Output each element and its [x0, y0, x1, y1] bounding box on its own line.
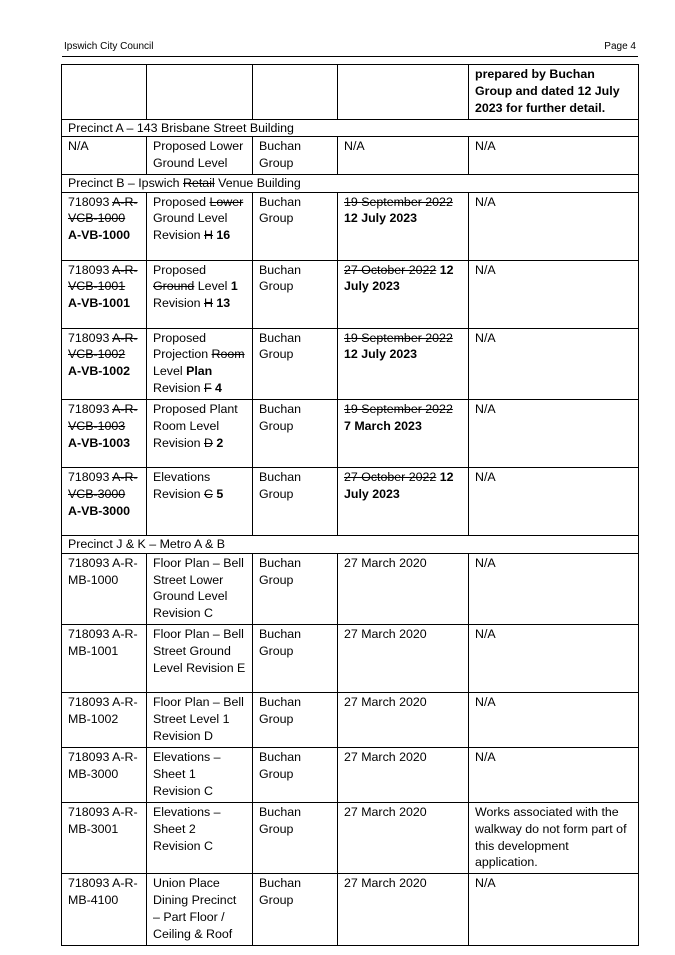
drawing-number-cell	[62, 192, 147, 260]
plan-title-cell	[147, 802, 253, 874]
table-row	[62, 874, 639, 946]
cell-text: N/A	[475, 695, 496, 710]
cell-text: 27 March 2020	[344, 695, 427, 710]
cell-text: 27 March 2020	[344, 750, 427, 764]
drawing-number-cell	[62, 625, 147, 693]
added-text: A-VB-1001	[68, 296, 130, 311]
added-text: 16	[212, 228, 231, 243]
drawing-number-cell	[62, 553, 147, 625]
added-text: 1	[230, 279, 238, 294]
cell-text: Floor Plan – Bell Street Level 1 Revision D	[153, 695, 244, 744]
table-row	[62, 65, 639, 120]
date-cell	[338, 137, 469, 175]
deleted-text: 27 October 2022	[344, 470, 437, 485]
cell-text: Proposed Plant Room Level Revision	[153, 402, 238, 450]
plan-title-cell	[147, 137, 253, 175]
drawing-number-cell	[62, 400, 147, 468]
deleted-text: 19 September 2022	[344, 194, 453, 209]
drawing-number-cell	[62, 260, 147, 328]
cell-text: N/A	[475, 627, 496, 642]
cell-text: Buchan Group	[259, 695, 302, 727]
drawing-number-cell	[62, 874, 147, 946]
added-text: A-VB-1003	[68, 435, 130, 450]
amendment-cell	[469, 260, 639, 328]
amendment-cell	[469, 137, 639, 175]
amendment-cell	[469, 625, 639, 693]
deleted-text: D	[203, 435, 213, 450]
deleted-text: 27 October 2022	[344, 262, 437, 277]
prepared-by-cell	[253, 65, 338, 120]
cell-text: Revision	[153, 296, 204, 311]
deleted-text: A-R-VCB-3000	[68, 470, 138, 502]
prepared-by-cell	[253, 748, 338, 803]
drawing-number-cell	[62, 802, 147, 874]
table-row	[62, 328, 639, 400]
cell-text: Revision	[153, 381, 204, 396]
date-cell	[338, 625, 469, 693]
cell-text: Buchan Group	[259, 139, 302, 171]
drawing-number-cell	[62, 137, 147, 175]
added-text: A-VB-3000	[68, 503, 130, 518]
section-heading-cell	[62, 119, 639, 137]
drawing-number-cell	[62, 65, 147, 120]
date-cell	[338, 65, 469, 120]
plan-title-cell	[147, 468, 253, 536]
deleted-text: Room	[211, 347, 245, 362]
cell-text: Proposed Projection	[153, 330, 212, 362]
plan-title-cell	[147, 400, 253, 468]
council-name: Ipswich City Council	[64, 41, 154, 52]
added-text: 12 July 2023	[344, 470, 454, 502]
added-text: 2	[212, 435, 224, 450]
cell-text: N/A	[475, 402, 496, 417]
added-text: 12 July 2023	[344, 347, 418, 362]
approved-plans-table	[61, 64, 639, 946]
cell-text: N/A	[475, 262, 496, 277]
amendment-cell	[469, 192, 639, 260]
prepared-by-cell	[253, 625, 338, 693]
cell-text: N/A	[475, 330, 496, 345]
section-heading-row	[62, 175, 639, 193]
prepared-by-cell	[253, 802, 338, 874]
table-row	[62, 468, 639, 536]
deleted-text: H	[203, 228, 213, 243]
drawing-number-cell	[62, 748, 147, 803]
cell-text: Buchan Group	[259, 876, 302, 908]
prepared-by-cell	[253, 260, 338, 328]
table-row	[62, 400, 639, 468]
cell-text: Precinct J & K – Metro A & B	[68, 537, 226, 552]
cell-text: Buchan Group	[259, 750, 302, 781]
prepared-by-cell	[253, 400, 338, 468]
plan-title-cell	[147, 874, 253, 946]
plan-title-cell	[147, 625, 253, 693]
table-row	[62, 625, 639, 693]
cell-text: 27 March 2020	[344, 804, 427, 819]
drawing-number-cell	[62, 693, 147, 748]
section-heading-row	[62, 119, 639, 137]
page-number: Page 4	[604, 41, 636, 52]
cell-text: 27 March 2020	[344, 555, 427, 570]
cell-text: 718093	[68, 262, 113, 277]
plan-title-cell	[147, 65, 253, 120]
added-text: 13	[212, 296, 231, 311]
cell-text: 718093	[68, 194, 113, 209]
cell-text: 718093 A-R-MB-3001	[68, 804, 138, 836]
cell-text: N/A	[344, 139, 365, 154]
cell-text: Buchan Group	[259, 262, 302, 294]
cell-text: N/A	[475, 876, 496, 891]
added-text: 7 March 2023	[344, 419, 422, 434]
cell-text: Buchan Group	[259, 402, 302, 434]
drawing-number-cell	[62, 328, 147, 400]
cell-text: 718093	[68, 330, 113, 345]
amendment-cell	[469, 468, 639, 536]
cell-text: Proposed	[153, 194, 210, 209]
section-heading-cell	[62, 536, 639, 554]
deleted-text: A-R-VCB-1000	[68, 194, 138, 226]
deleted-text: C	[203, 487, 213, 502]
cell-text: Buchan Group	[259, 804, 302, 836]
table-row	[62, 802, 639, 874]
cell-text: N/A	[475, 470, 496, 485]
prepared-by-cell	[253, 693, 338, 748]
amendment-cell	[469, 693, 639, 748]
prepared-by-cell	[253, 137, 338, 175]
prepared-by-cell	[253, 328, 338, 400]
cell-text: Floor Plan – Bell Street Ground Level Revision E	[153, 627, 246, 676]
cell-text: 718093 A-R-MB-3000	[68, 750, 138, 781]
cell-text: Venue Building	[214, 176, 301, 191]
deleted-text: H	[203, 296, 213, 311]
date-cell	[338, 400, 469, 468]
amendment-cell	[469, 65, 639, 120]
date-cell	[338, 802, 469, 874]
table-row	[62, 693, 639, 748]
added-text: 12 July 2023	[344, 262, 454, 294]
date-cell	[338, 468, 469, 536]
table-row	[62, 553, 639, 625]
cell-text: Buchan Group	[259, 555, 302, 587]
date-cell	[338, 748, 469, 803]
cell-text: 718093	[68, 470, 113, 485]
deleted-text: 19 September 2022	[344, 402, 453, 417]
cell-text: 718093 A-R-MB-1002	[68, 695, 138, 727]
drawing-number-cell	[62, 468, 147, 536]
added-text: 4	[211, 381, 222, 396]
cell-text: Buchan Group	[259, 627, 302, 659]
added-text: A-VB-1002	[68, 364, 130, 379]
cell-text: N/A	[475, 139, 496, 154]
deleted-text: Lower	[209, 194, 244, 209]
deleted-text: F	[203, 381, 212, 396]
cell-text: Level	[194, 279, 231, 294]
amendment-cell	[469, 328, 639, 400]
added-text: prepared by Buchan Group and dated 12 July 2023 for further detail.	[475, 67, 620, 115]
added-text: 5	[212, 487, 224, 502]
table-body	[62, 65, 639, 946]
cell-text: Elevations Revision	[153, 470, 211, 502]
plan-title-cell	[147, 693, 253, 748]
prepared-by-cell	[253, 468, 338, 536]
prepared-by-cell	[253, 553, 338, 625]
date-cell	[338, 693, 469, 748]
page-header	[62, 40, 638, 57]
cell-text: Elevations – Sheet 2 Revision C	[153, 804, 221, 853]
table-row	[62, 748, 639, 803]
plan-title-cell	[147, 553, 253, 625]
cell-text: Proposed Lower Ground Level	[153, 139, 244, 171]
cell-text: Buchan Group	[259, 470, 302, 502]
cell-text: Buchan Group	[259, 330, 302, 362]
table-row	[62, 137, 639, 175]
amendment-cell	[469, 802, 639, 874]
plan-title-cell	[147, 328, 253, 400]
cell-text: N/A	[475, 555, 496, 570]
deleted-text: Ground	[153, 279, 195, 294]
section-heading-cell	[62, 175, 639, 193]
date-cell	[338, 874, 469, 946]
date-cell	[338, 260, 469, 328]
plan-title-cell	[147, 748, 253, 803]
date-cell	[338, 192, 469, 260]
cell-text: 718093	[68, 402, 113, 417]
cell-text: Precinct A – 143 Brisbane Street Building	[68, 120, 294, 135]
amendment-cell	[469, 400, 639, 468]
table-row	[62, 260, 639, 328]
added-text: Plan	[186, 364, 213, 379]
added-text: A-VB-1000	[68, 228, 130, 243]
cell-text: Ground Level Revision	[153, 211, 228, 243]
cell-text: Works associated with the walkway do not form part of this development application.	[475, 804, 627, 870]
cell-text: 27 March 2020	[344, 876, 427, 891]
deleted-text: 19 September 2022	[344, 330, 453, 345]
amendment-cell	[469, 874, 639, 946]
deleted-text: Retail	[183, 176, 215, 191]
prepared-by-cell	[253, 192, 338, 260]
date-cell	[338, 553, 469, 625]
deleted-text: A-R-VCB-1003	[68, 402, 138, 434]
added-text: 12 July 2023	[344, 211, 418, 226]
cell-text: 718093 A-R-MB-1000	[68, 555, 138, 587]
table-row	[62, 192, 639, 260]
amendment-cell	[469, 748, 639, 803]
cell-text: Elevations – Sheet 1 Revision C	[153, 750, 221, 798]
cell-text: 27 March 2020	[344, 627, 427, 642]
amendment-cell	[469, 553, 639, 625]
plan-title-cell	[147, 192, 253, 260]
cell-text: 718093 A-R-MB-4100	[68, 876, 138, 908]
date-cell	[338, 328, 469, 400]
cell-text: N/A	[475, 750, 496, 764]
plan-title-cell	[147, 260, 253, 328]
deleted-text: A-R-VCB-1001	[68, 262, 138, 294]
cell-text: Level	[153, 364, 187, 379]
deleted-text: A-R-VCB-1002	[68, 330, 138, 362]
cell-text: Precinct B – Ipswich	[68, 176, 184, 191]
cell-text: Buchan Group	[259, 194, 302, 226]
cell-text: N/A	[68, 139, 89, 154]
section-heading-row	[62, 536, 639, 554]
cell-text: Floor Plan – Bell Street Lower Ground Level Revision C	[153, 555, 244, 621]
cell-text: N/A	[475, 194, 496, 209]
prepared-by-cell	[253, 874, 338, 946]
cell-text: Proposed	[153, 262, 207, 277]
cell-text: 718093 A-R-MB-1001	[68, 627, 138, 659]
cell-text: Union Place Dining Precinct – Part Floor / Ceiling & Roof	[153, 876, 237, 942]
